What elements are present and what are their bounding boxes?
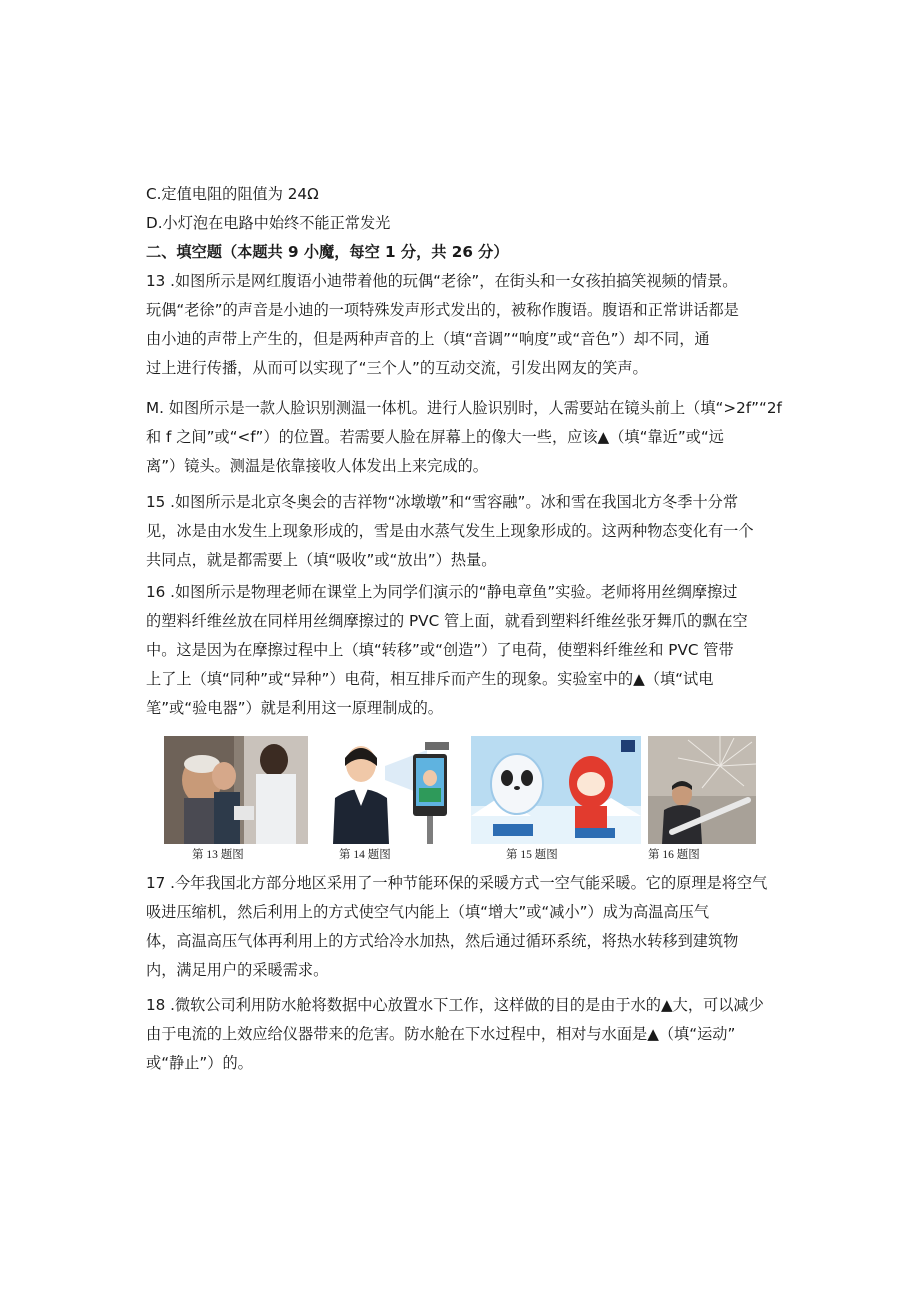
option-c: C.定值电阻的阻值为 24Ω (146, 185, 319, 203)
figure-15 (471, 736, 641, 861)
figure-caption: 第 14 题图 (339, 849, 391, 861)
q14-line: M. 如图所示是一款人脸识别测温一体机。进行人脸识别时，人需要站在镜头前上（填“>2f”“2f (146, 399, 782, 417)
q13-line: 由小迪的声带上产生的，但是两种声音的上（填“音调”“响度”或“音色”）却不同，通 (146, 330, 710, 348)
q13-line: 过上进行传播，从而可以实现了“三个人”的互动交流，引发出网友的笑声。 (146, 359, 648, 377)
face-recognition-photo-icon (315, 736, 459, 844)
figure-caption: 第 15 题图 (506, 849, 558, 861)
q13-line: 玩偶“老徐”的声音是小迪的一项特殊发声形式发出的，被称作腹语。腹语和正常讲话都是 (146, 301, 739, 319)
figure-caption: 第 13 题图 (192, 849, 244, 861)
q18-line: 18 .微软公司利用防水舱将数据中心放置水下工作，这样做的目的是由于水的▲大，可以减少 (146, 996, 764, 1014)
figure-row (162, 736, 762, 866)
q15-line: 共同点，就是都需要上（填“吸收”或“放出”）热量。 (146, 551, 497, 569)
q18-line: 或“静止”）的。 (146, 1054, 253, 1072)
figure-14 (315, 736, 459, 861)
q17-line: 体，高温高压气体再利用上的方式给冷水加热，然后通过循环系统，将热水转移到建筑物 (146, 932, 739, 950)
static-octopus-photo-icon (648, 736, 756, 844)
figure-16 (648, 736, 756, 861)
q14-line: 和 f 之间”或“<f”）的位置。若需要人脸在屏幕上的像大一些，应该▲（填“靠近”或“远 (146, 428, 724, 446)
figure-13 (164, 736, 308, 861)
section-heading: 二、填空题（本题共 9 小魔，每空 1 分，共 26 分） (146, 243, 509, 261)
q14-line: 离”）镜头。测温是依靠接收人体发出上来完成的。 (146, 457, 488, 475)
q16-line: 上了上（填“同种”或“异种”）电荷，相互排斥而产生的现象。实验室中的▲（填“试电 (146, 670, 714, 688)
q17-line: 内，满足用户的采暖需求。 (146, 961, 329, 979)
q16-line: 中。这是因为在摩擦过程中上（填“转移”或“创造”）了电荷，使塑料纤维丝和 PVC 管带 (146, 641, 734, 659)
q13-line: 13 .如图所示是网红腹语小迪带着他的玩偶“老徐”，在街头和一女孩拍搞笑视频的情景。 (146, 272, 738, 290)
ventriloquist-photo-icon (164, 736, 308, 844)
q15-line: 15 .如图所示是北京冬奥会的吉祥物“冰墩墩”和“雪容融”。冰和雪在我国北方冬季十分常 (146, 493, 739, 511)
q16-line: 16 .如图所示是物理老师在课堂上为同学们演示的“静电章鱼”实验。老师将用丝绸摩擦过 (146, 583, 738, 601)
q16-line: 笔”或“验电器”）就是利用这一原理制成的。 (146, 699, 443, 717)
q17-line: 吸进压缩机，然后利用上的方式使空气内能上（填“增大”或“减小”）成为高温高压气 (146, 903, 710, 921)
olympic-mascots-photo-icon (471, 736, 641, 844)
q17-line: 17 .今年我国北方部分地区采用了一种节能环保的采暖方式一空气能采暖。它的原理是将空气 (146, 874, 768, 892)
figure-caption: 第 16 题图 (648, 849, 700, 861)
option-d: D.小灯泡在电路中始终不能正常发光 (146, 214, 391, 232)
q15-line: 见，冰是由水发生上现象形成的，雪是由水蒸气发生上现象形成的。这两种物态变化有一个 (146, 522, 754, 540)
q16-line: 的塑料纤维丝放在同样用丝绸摩擦过的 PVC 管上面，就看到塑料纤维丝张牙舞爪的飘在空 (146, 612, 748, 630)
q18-line: 由于电流的上效应给仪器带来的危害。防水舱在下水过程中，相对与水面是▲（填“运动” (146, 1025, 736, 1043)
